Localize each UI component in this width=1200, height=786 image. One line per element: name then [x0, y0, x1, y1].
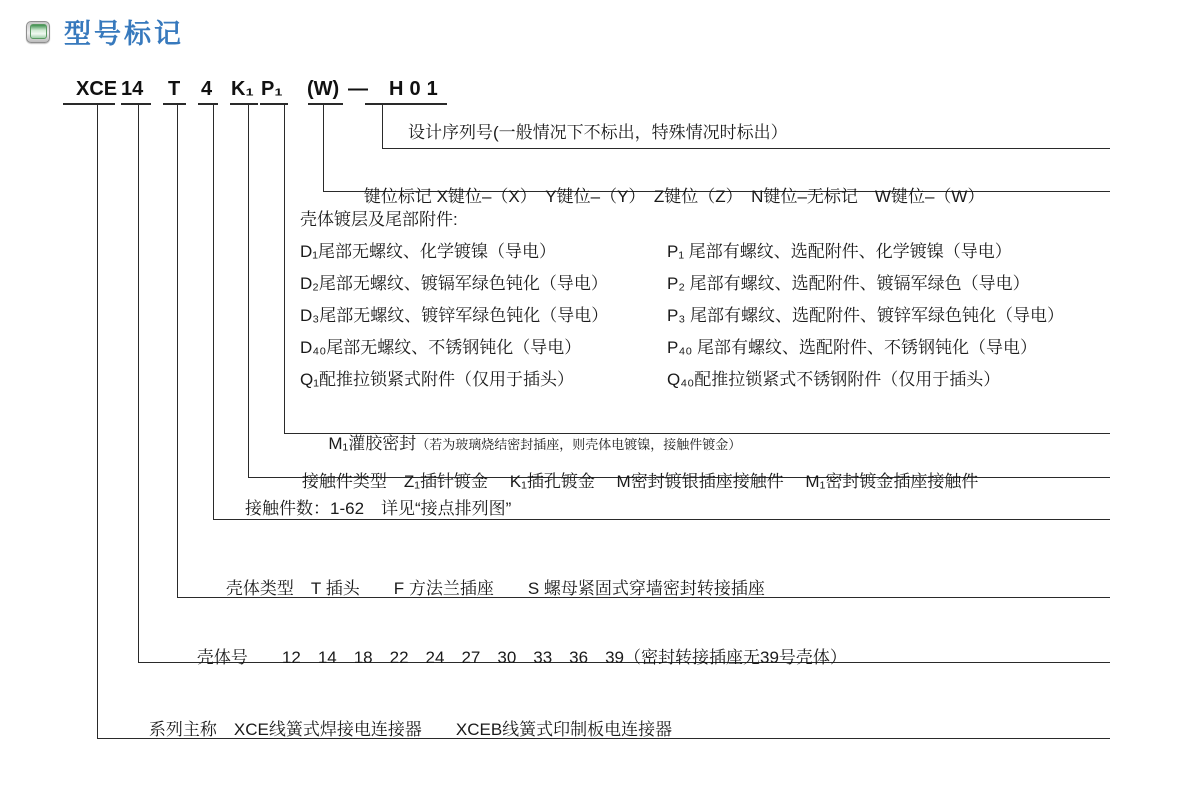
underline-series: [63, 103, 115, 105]
plating-p2: P₂ 尾部有螺纹、选配附件、镀镉军绿色（导电）: [667, 274, 1030, 293]
connector-vline-key-position: [323, 104, 324, 191]
row-contact-count: 接触件数：1-62 详见“接点排列图”: [245, 499, 512, 518]
section-bullet-icon-inner: [30, 24, 47, 39]
section-title-row: [26, 12, 184, 51]
underline-design-serial: [365, 103, 447, 105]
potting-note: （若为玻璃烧结密封插座，则壳体电镀镍，接触件镀金）: [416, 437, 742, 452]
code-part-design-serial: H01: [389, 78, 444, 100]
plating-pair-4: [300, 332, 1110, 364]
plating-pair-3: [300, 300, 1110, 332]
section-bullet-icon: [26, 21, 50, 43]
plating-pair-5: [300, 364, 1110, 396]
connector-vline-contact-type: [248, 104, 249, 477]
shell-type-label: 壳体类型: [225, 579, 294, 598]
connector-vline-contact-count: [213, 104, 214, 519]
shell-number-values: 12 14 18 22 24 27 30 33 36 39: [281, 648, 624, 667]
row-design-serial: 设计序列号(一般情况下不标出，特殊情况时标出）: [408, 123, 788, 142]
row-shell-type: [207, 554, 765, 619]
contact-type-items: Z₁插针镀金 K₁插孔镀金 M密封镀银插座接触件 M₁密封镀金插座接触件: [403, 472, 979, 491]
rule-contact-count: [213, 519, 1110, 520]
contact-type-label: 接触件类型: [301, 472, 387, 491]
connector-vline-plating: [284, 104, 285, 433]
plating-q1: Q₁配推拉锁紧式附件（仅用于插头）: [300, 370, 574, 389]
connector-vline-shell-number: [138, 104, 139, 662]
shell-type-items: T 插头 F 方法兰插座 S 螺母紧固式穿墙密封转接插座: [310, 579, 765, 598]
connector-vline-series: [97, 104, 98, 738]
code-part-shell-number: 14: [121, 78, 144, 100]
row-shell-number: [178, 623, 847, 688]
plating-d40: D₄₀尾部无螺纹、不锈钢钝化（导电）: [300, 338, 582, 357]
plating-p1: P₁ 尾部有螺纹、选配附件、化学镀镍（导电）: [667, 242, 1012, 261]
series-name-items: XCE线簧式焊接电连接器 XCEB线簧式印制板电连接器: [233, 720, 673, 739]
connector-vline-design-serial: [382, 104, 383, 148]
plating-pair-1: [300, 236, 1110, 268]
shell-number-label: 壳体号: [196, 648, 248, 667]
page-title: 型号标记: [64, 19, 184, 49]
potting-main: M₁灌胶密封: [328, 434, 417, 453]
code-part-key-position: (W): [307, 78, 340, 100]
code-part-contact-type: K₁: [231, 78, 254, 100]
code-part-shell-type: T: [168, 78, 181, 100]
shell-plating-header: 壳体镀层及尾部附件:: [300, 210, 458, 229]
code-part-dash: —: [348, 78, 368, 100]
underline-contact-type: [230, 103, 258, 105]
key-position-items: X键位–（X） Y键位–（Y） Z键位（Z） N键位–无标记 W键位–（W）: [436, 187, 985, 206]
plating-d2: D₂尾部无螺纹、镀镉军绿色钝化（导电）: [300, 274, 608, 293]
connector-vline-shell-type: [177, 104, 178, 597]
underline-shell-type: [163, 103, 186, 105]
row-shell-plating: [300, 204, 1110, 453]
plating-potting-line: [300, 396, 1110, 453]
code-part-plating: P₁: [261, 78, 283, 100]
key-position-label: 键位标记: [363, 187, 432, 206]
plating-d1: D₁尾部无螺纹、化学镀镍（导电）: [300, 242, 557, 261]
rule-design-serial: [382, 148, 1110, 149]
plating-p40: P₄₀ 尾部有螺纹、选配附件、不锈钢钝化（导电）: [667, 338, 1038, 357]
series-name-label: 系列主称: [148, 720, 217, 739]
plating-q40: Q₄₀配推拉锁紧式不锈钢附件（仅用于插头）: [667, 370, 1001, 389]
underline-key-position: [308, 103, 343, 105]
code-part-contact-count: 4: [201, 78, 213, 100]
underline-contact-count: [198, 103, 218, 105]
plating-p3: P₃ 尾部有螺纹、选配附件、镀锌军绿色钝化（导电）: [667, 306, 1064, 325]
row-series-name: [130, 695, 672, 760]
underline-shell-number: [121, 103, 151, 105]
shell-number-note: （密封转接插座无39号壳体）: [624, 648, 847, 667]
code-part-series: XCE: [76, 78, 118, 100]
plating-pair-2: [300, 268, 1110, 300]
plating-d3: D₃尾部无螺纹、镀锌军绿色钝化（导电）: [300, 306, 609, 325]
